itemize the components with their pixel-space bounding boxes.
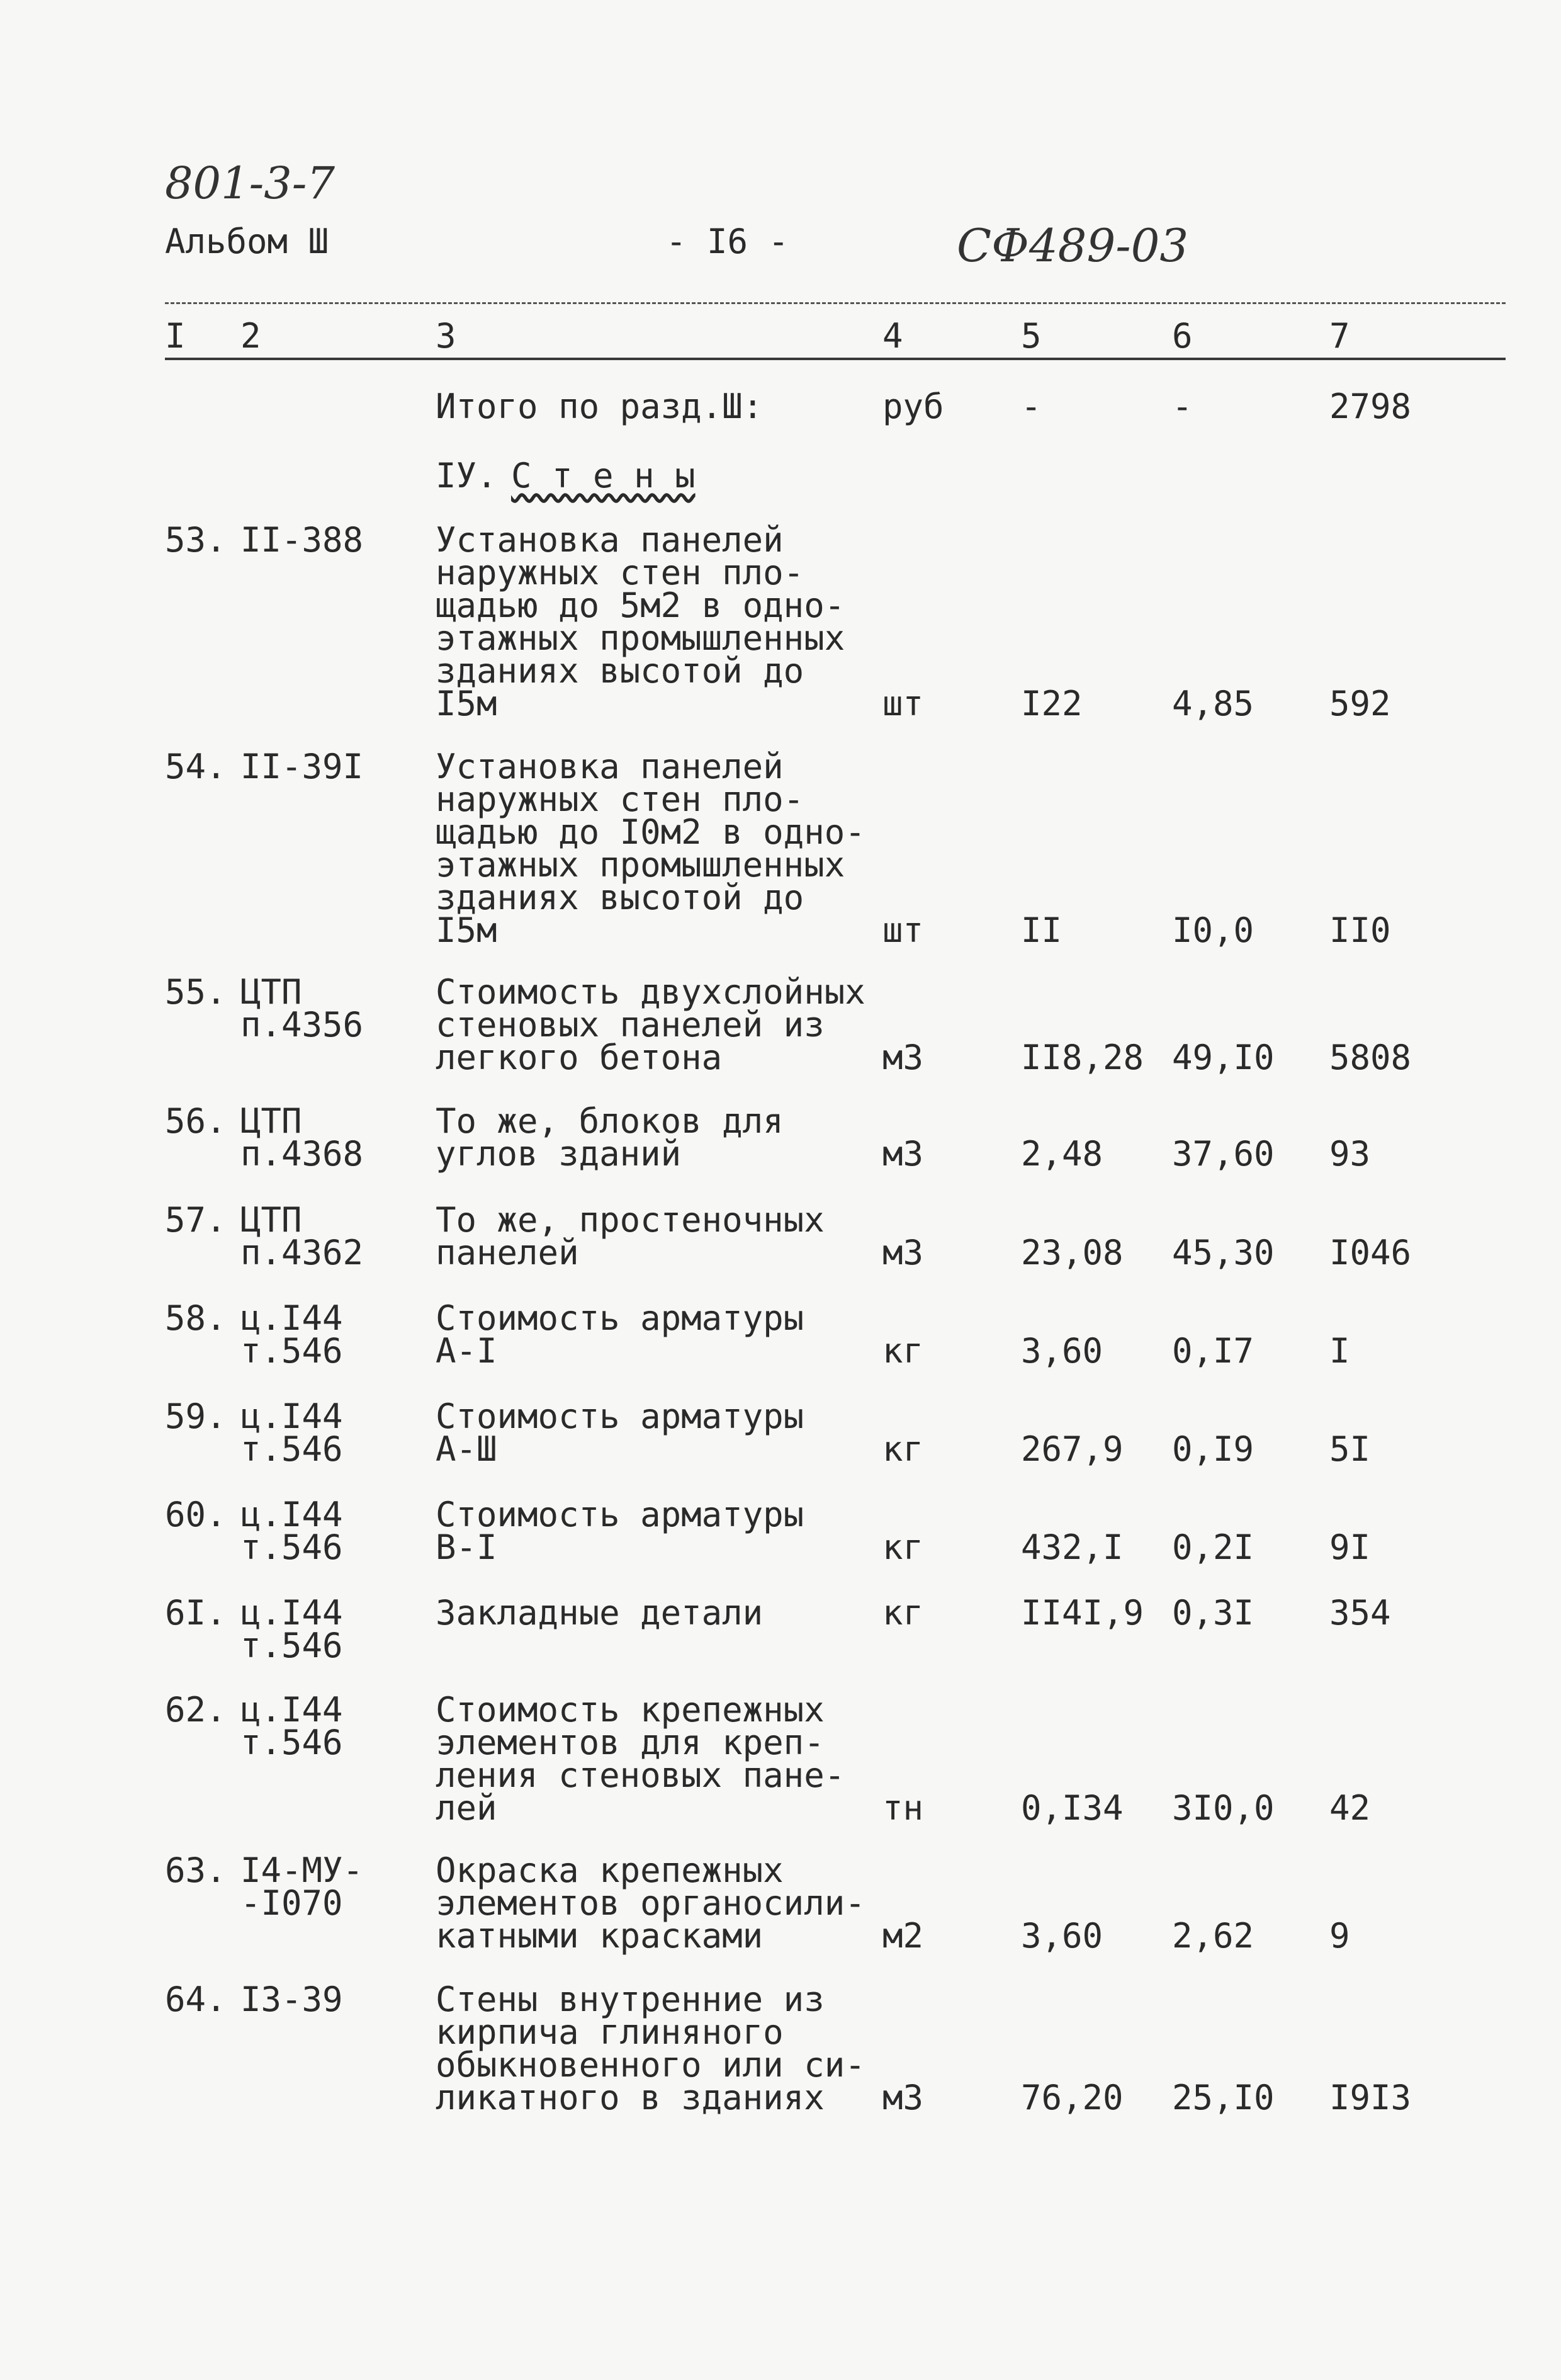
row-description-line: панелей bbox=[436, 1233, 579, 1272]
row-price: 49,I0 bbox=[1172, 1038, 1275, 1077]
row-description-line: Установка панелей bbox=[436, 747, 784, 786]
row-price: I0,0 bbox=[1172, 910, 1254, 950]
row-description-line: элементов для креп- bbox=[436, 1723, 825, 1762]
row-description-line: Стоимость арматуры bbox=[436, 1298, 804, 1338]
row-qty: 3,60 bbox=[1021, 1916, 1103, 1956]
row-sum: I bbox=[1329, 1331, 1350, 1371]
row-sum: 9 bbox=[1329, 1916, 1350, 1956]
row-code: т.546 bbox=[240, 1429, 343, 1469]
row-price: 0,I9 bbox=[1172, 1429, 1254, 1469]
row-description-line: Стены внутренние из bbox=[436, 1980, 825, 2019]
row-number: 59. bbox=[165, 1397, 227, 1436]
doc-code-handwritten: 801-3-7 bbox=[165, 157, 335, 209]
row-sum: 93 bbox=[1329, 1134, 1371, 1174]
total-label: Итого по разд.Ш: bbox=[436, 387, 764, 426]
column-header-5: 5 bbox=[1021, 316, 1042, 356]
row-price: 25,I0 bbox=[1172, 2078, 1275, 2117]
row-unit: м3 bbox=[882, 1038, 924, 1077]
row-price: 45,30 bbox=[1172, 1233, 1275, 1272]
row-code: I4-МУ- bbox=[240, 1850, 364, 1890]
sheet-code-handwritten: СФ489-03 bbox=[957, 219, 1189, 272]
row-code: п.4362 bbox=[240, 1233, 364, 1272]
row-code: т.546 bbox=[240, 1723, 343, 1762]
row-unit: тн bbox=[882, 1788, 924, 1828]
row-sum: 9I bbox=[1329, 1527, 1371, 1567]
page-number: - I6 - bbox=[666, 222, 789, 261]
row-description-line: Установка панелей bbox=[436, 520, 784, 560]
row-unit: кг bbox=[882, 1429, 924, 1469]
total-unit: руб bbox=[882, 387, 944, 426]
row-description-line: I5м bbox=[436, 684, 497, 723]
total-sum: 2798 bbox=[1329, 387, 1412, 426]
row-description-line: стеновых панелей из bbox=[436, 1005, 825, 1045]
row-code: II-39I bbox=[240, 747, 364, 786]
row-sum: 5808 bbox=[1329, 1038, 1412, 1077]
row-code: ЦТП bbox=[240, 1101, 302, 1141]
row-description-line: Стоимость крепежных bbox=[436, 1690, 825, 1730]
row-description-line: ликатного в зданиях bbox=[436, 2078, 825, 2117]
row-description-line: Стоимость арматуры bbox=[436, 1397, 804, 1436]
row-number: 6I. bbox=[165, 1593, 227, 1633]
row-unit: м3 bbox=[882, 1233, 924, 1272]
row-code: ц.I44 bbox=[240, 1397, 343, 1436]
row-description-line: зданиях высотой до bbox=[436, 651, 804, 691]
row-code: ц.I44 bbox=[240, 1298, 343, 1338]
row-qty: 76,20 bbox=[1021, 2078, 1124, 2117]
section-title: С т е н ы bbox=[511, 456, 696, 496]
column-header-3: 3 bbox=[436, 316, 456, 356]
row-code: т.546 bbox=[240, 1331, 343, 1371]
album-label: Альбом Ш bbox=[165, 222, 329, 261]
row-number: 64. bbox=[165, 1980, 227, 2019]
row-description-line: углов зданий bbox=[436, 1134, 682, 1174]
column-header-4: 4 bbox=[882, 316, 903, 356]
row-number: 56. bbox=[165, 1101, 227, 1141]
row-qty: II4I,9 bbox=[1021, 1593, 1144, 1633]
row-qty: 23,08 bbox=[1021, 1233, 1124, 1272]
row-code: п.4368 bbox=[240, 1134, 364, 1174]
row-description-line: этажных промышленных bbox=[436, 845, 845, 885]
row-description-line: ления стеновых пане- bbox=[436, 1755, 845, 1795]
row-description-line: Стоимость двухслойных bbox=[436, 972, 865, 1012]
row-number: 60. bbox=[165, 1495, 227, 1534]
row-description-line: Закладные детали bbox=[436, 1593, 764, 1633]
row-price: 2,62 bbox=[1172, 1916, 1254, 1956]
row-price: 0,I7 bbox=[1172, 1331, 1254, 1371]
row-number: 57. bbox=[165, 1200, 227, 1240]
row-qty: 3,60 bbox=[1021, 1331, 1103, 1371]
row-code: п.4356 bbox=[240, 1005, 364, 1045]
row-code: ц.I44 bbox=[240, 1495, 343, 1534]
row-number: 63. bbox=[165, 1850, 227, 1890]
row-price: 0,2I bbox=[1172, 1527, 1254, 1567]
row-description-line: щадью до I0м2 в одно- bbox=[436, 812, 865, 852]
column-header-1: I bbox=[165, 316, 186, 356]
row-sum: I9I3 bbox=[1329, 2078, 1412, 2117]
row-qty: I22 bbox=[1021, 684, 1083, 723]
section-number: IУ. bbox=[436, 456, 497, 496]
row-unit: кг bbox=[882, 1527, 924, 1567]
row-code: т.546 bbox=[240, 1527, 343, 1567]
row-code: ц.I44 bbox=[240, 1593, 343, 1633]
row-price: 0,3I bbox=[1172, 1593, 1254, 1633]
row-code: II-388 bbox=[240, 520, 364, 560]
row-sum: 592 bbox=[1329, 684, 1391, 723]
column-header-7: 7 bbox=[1329, 316, 1350, 356]
row-description-line: кирпича глиняного bbox=[436, 2012, 784, 2052]
row-code: I3-39 bbox=[240, 1980, 343, 2019]
total-price: - bbox=[1172, 387, 1193, 426]
row-unit: м3 bbox=[882, 1134, 924, 1174]
row-description-line: этажных промышленных bbox=[436, 618, 845, 658]
row-number: 58. bbox=[165, 1298, 227, 1338]
row-code: ц.I44 bbox=[240, 1690, 343, 1730]
row-description-line: легкого бетона bbox=[436, 1038, 723, 1077]
row-sum: 5I bbox=[1329, 1429, 1371, 1469]
row-number: 54. bbox=[165, 747, 227, 786]
row-code: т.546 bbox=[240, 1626, 343, 1665]
row-sum: II0 bbox=[1329, 910, 1391, 950]
row-description-line: В-I bbox=[436, 1527, 497, 1567]
row-description-line: Окраска крепежных bbox=[436, 1850, 784, 1890]
row-description-line: Стоимость арматуры bbox=[436, 1495, 804, 1534]
row-unit: кг bbox=[882, 1593, 924, 1633]
row-unit: м3 bbox=[882, 2078, 924, 2117]
column-header-2: 2 bbox=[240, 316, 261, 356]
row-code: -I070 bbox=[240, 1883, 343, 1923]
column-header-rule bbox=[165, 358, 1506, 360]
row-code: ЦТП bbox=[240, 972, 302, 1012]
row-sum: I046 bbox=[1329, 1233, 1412, 1272]
header-rule bbox=[165, 302, 1506, 304]
row-description-line: I5м bbox=[436, 910, 497, 950]
row-qty: 432,I bbox=[1021, 1527, 1124, 1567]
row-number: 62. bbox=[165, 1690, 227, 1730]
row-price: 4,85 bbox=[1172, 684, 1254, 723]
total-qty: - bbox=[1021, 387, 1042, 426]
row-qty: 2,48 bbox=[1021, 1134, 1103, 1174]
row-code: ЦТП bbox=[240, 1200, 302, 1240]
row-description-line: обыкновенного или си- bbox=[436, 2045, 865, 2085]
row-description-line: А-I bbox=[436, 1331, 497, 1371]
row-qty: 267,9 bbox=[1021, 1429, 1124, 1469]
row-description-line: наружных стен пло- bbox=[436, 779, 804, 819]
row-qty: II bbox=[1021, 910, 1062, 950]
row-unit: кг bbox=[882, 1331, 924, 1371]
column-header-6: 6 bbox=[1172, 316, 1193, 356]
row-description-line: То же, простеночных bbox=[436, 1200, 825, 1240]
row-price: 37,60 bbox=[1172, 1134, 1275, 1174]
row-sum: 42 bbox=[1329, 1788, 1371, 1828]
row-number: 55. bbox=[165, 972, 227, 1012]
row-description-line: зданиях высотой до bbox=[436, 878, 804, 917]
row-qty: 0,I34 bbox=[1021, 1788, 1124, 1828]
row-description-line: катными красками bbox=[436, 1916, 764, 1956]
row-description-line: То же, блоков для bbox=[436, 1101, 784, 1141]
row-sum: 354 bbox=[1329, 1593, 1391, 1633]
row-description-line: А-Ш bbox=[436, 1429, 497, 1469]
row-unit: шт bbox=[882, 684, 924, 723]
row-description-line: наружных стен пло- bbox=[436, 553, 804, 592]
row-qty: II8,28 bbox=[1021, 1038, 1144, 1077]
row-unit: шт bbox=[882, 910, 924, 950]
row-description-line: лей bbox=[436, 1788, 497, 1828]
row-description-line: щадью до 5м2 в одно- bbox=[436, 586, 845, 625]
row-price: 3I0,0 bbox=[1172, 1788, 1275, 1828]
row-description-line: элементов органосили- bbox=[436, 1883, 865, 1923]
row-unit: м2 bbox=[882, 1916, 924, 1956]
row-number: 53. bbox=[165, 520, 227, 560]
